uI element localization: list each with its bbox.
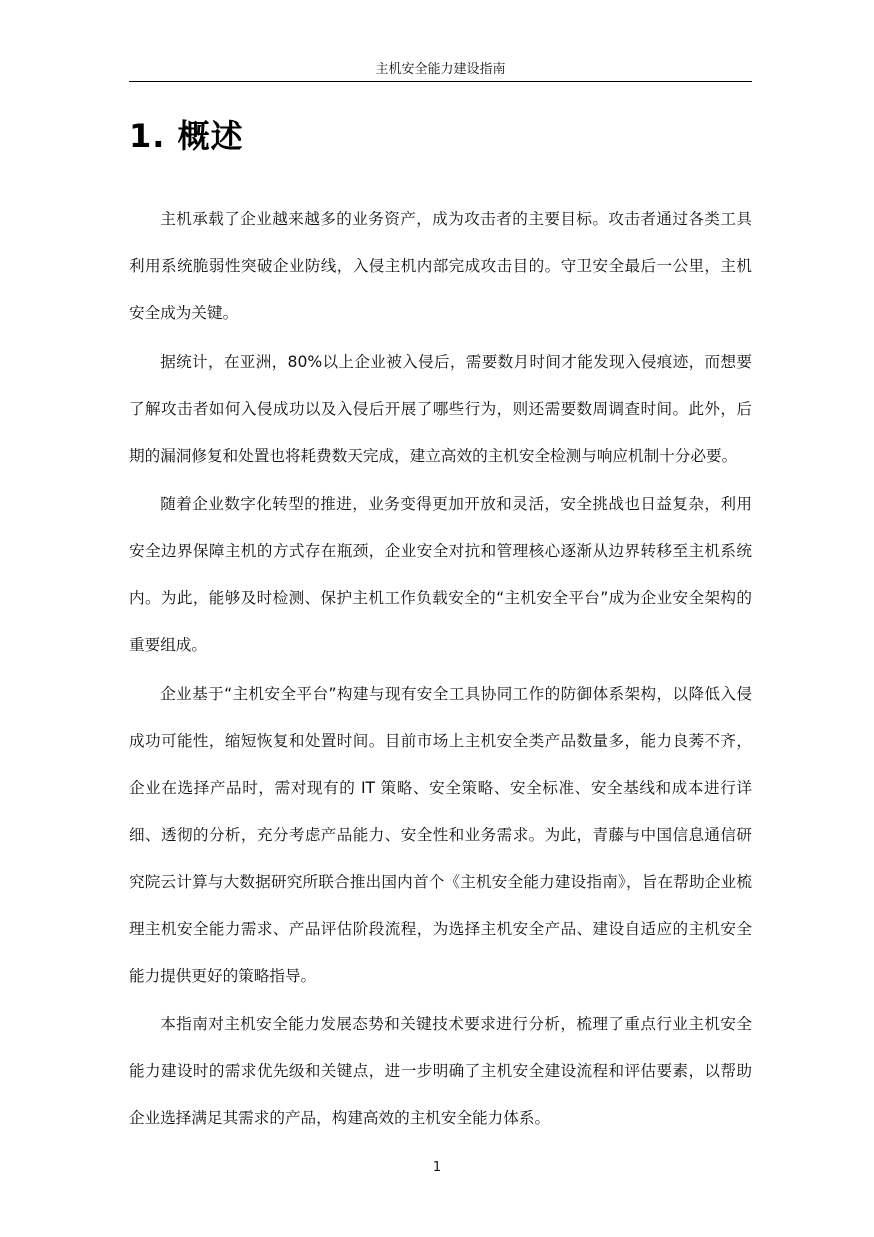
running-header: 主机安全能力建设指南	[375, 62, 506, 77]
body-text	[129, 196, 752, 1144]
paragraph: 本指南对主机安全能力发展态势和关键技术要求进行分析，梳理了重点行业主机安全能力建设时的需求优先级和关键点，进一步明确了主机安全建设流程和评估要素，以帮助企业选择满足其需求的产品，构建高效的主机安全能力体系。	[129, 1015, 752, 1128]
header-divider	[129, 81, 752, 82]
paragraph: 随着企业数字化转型的推进，业务变得更加开放和灵活，安全挑战也日益复杂，利用安全边界保障主机的方式存在瓶颈，企业安全对抗和管理核心逐渐从边界转移至主机系统内。为此，能够及时检测、保护主机工作负载安全的“主机安全平台”成为企业安全架构的重要组成。	[129, 495, 752, 655]
paragraph: 据统计，在亚洲，80%以上企业被入侵后，需要数月时间才能发现入侵痕迹，而想要了解攻击者如何入侵成功以及入侵后开展了哪些行为，则还需要数周调查时间。此外，后期的漏洞修复和处置也将耗费数天完成，建立高效的主机安全检测与响应机制十分必要。	[129, 352, 752, 465]
paragraph: 主机承载了企业越来越多的业务资产，成为攻击者的主要目标。攻击者通过各类工具利用系统脆弱性突破企业防线，入侵主机内部完成攻击目的。守卫安全最后一公里，主机安全成为关键。	[129, 210, 752, 322]
paragraph: 企业基于“主机安全平台”构建与现有安全工具协同工作的防御体系架构，以降低入侵成功可能性，缩短恢复和处置时间。目前市场上主机安全类产品数量多，能力良莠不齐，企业在选择产品时，需对现有的 IT 策略、安全策略、安全标准、安全基线和成本进行详细、透彻的分析，充分考虑产品能力、安全性和业务需求。为此，青藤与中国信息通信研究院云计算与大数据研究所联合推出国内首个《主机安全能力建设指南》，旨在帮助企业梳理主机安全能力需求、产品评估阶段流程，为选择主机安全产品、建设自适应的主机安全能力提供更好的策略指导。	[129, 685, 752, 985]
section-heading: 1. 概述	[129, 117, 244, 155]
page-number: 1	[432, 1160, 442, 1175]
